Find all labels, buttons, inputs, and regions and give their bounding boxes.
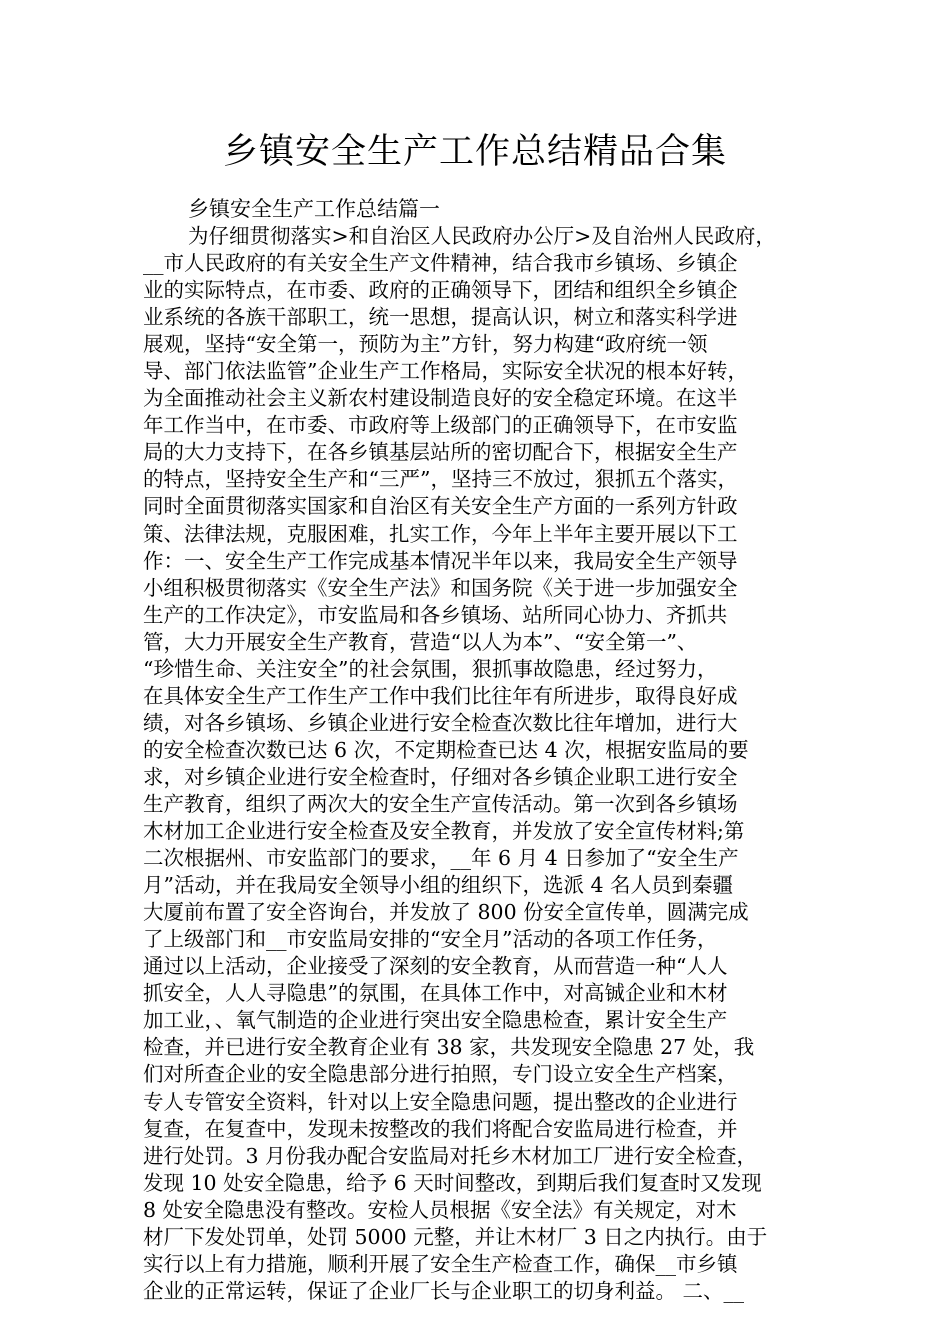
body-line: 大厦前布置了安全咨询台，并发放了 800 份安全宣传单，圆满完成 (143, 900, 749, 925)
body-line: 作：一、安全生产工作完成基本情况半年以来，我局安全生产领导 (143, 548, 738, 573)
body-line: 年工作当中，在市委、市政府等上级部门的正确领导下，在市安监 (143, 413, 738, 438)
body-line: 进行处罚。3 月份我办配合安监局对托乡木材加工厂进行安全检查， (143, 1143, 758, 1168)
body-line: 8 处安全隐患没有整改。安检人员根据《安全法》有关规定，对木 (143, 1197, 737, 1222)
body-line: 抓安全，人人寻隐患”的氛围，在具体工作中，对高铖企业和木材 (143, 981, 728, 1006)
body-line: 检查，并已进行安全教育企业有 38 家，共发现安全隐患 27 处，我 (143, 1035, 755, 1060)
body-line: 的特点，坚持安全生产和“三严”，坚持三不放过，狠抓五个落实， (143, 467, 738, 492)
body-line: 复查，在复查中，发现未按整改的我们将配合安监局进行检查，并 (143, 1116, 738, 1141)
body-line: __市人民政府的有关安全生产文件精神，结合我市乡镇场、乡镇企 (143, 251, 738, 276)
body-line: 们对所查企业的安全隐患部分进行拍照，专门设立安全生产档案， (143, 1062, 738, 1087)
body-line: 业的实际特点，在市委、政府的正确领导下，团结和组织全乡镇企 (143, 278, 738, 303)
body-line: 在具体安全生产工作生产工作中我们比往年有所进步，取得良好成 (143, 683, 738, 708)
body-line: 企业的正常运转，保证了企业厂长与企业职工的切身利益。 二、__ (143, 1278, 745, 1303)
body-text (143, 223, 813, 1305)
body-line: 为全面推动社会主义新农村建设制造良好的安全稳定环境。在这半 (143, 386, 738, 411)
body-line: 生产的工作决定》，市安监局和各乡镇场、站所同心协力、齐抓共 (143, 602, 728, 627)
body-line: 小组积极贯彻落实《安全生产法》和国务院《关于进一步加强安全 (143, 575, 738, 600)
body-line: 生产教育，组织了两次大的安全生产宣传活动。第一次到各乡镇场 (143, 791, 738, 816)
body-line: 加工业，、氧气制造的企业进行突出安全隐患检查，累计安全生产 (143, 1008, 728, 1033)
body-line: “珍惜生命、关注安全”的社会氛围，狠抓事故隐患，经过努力， (143, 656, 718, 681)
body-line: 同时全面贯彻落实国家和自治区有关安全生产方面的一系列方针政 (143, 494, 738, 519)
body-line: 的安全检查次数已达 6 次，不定期检查已达 4 次，根据安监局的要 (143, 737, 749, 762)
body-line: 策、法律法规，克服困难，扎实工作，今年上半年主要开展以下工 (143, 521, 738, 546)
body-line: 导、部门依法监管”企业生产工作格局，实际安全状况的根本好转， (143, 359, 748, 384)
body-line: 管，大力开展安全生产教育，营造“以人为本”、“安全第一”、 (143, 629, 698, 654)
body-line: 为仔细贯彻落实>和自治区人民政府办公厅>及自治州人民政府， (188, 224, 776, 248)
document-title: 乡镇安全生产工作总结精品合集 (222, 132, 727, 172)
body-line: 业系统的各族干部职工，统一思想，提高认识，树立和落实科学进 (143, 305, 738, 330)
body-line: 发现 10 处安全隐患，给予 6 天时间整改，到期后我们复查时又发现 (143, 1170, 762, 1195)
body-line: 木材加工企业进行安全检查及安全教育，并发放了安全宣传材料;第 (143, 819, 745, 844)
body-line: 局的大力支持下，在各乡镇基层站所的密切配合下，根据安全生产 (143, 440, 738, 465)
body-line: 二次根据州、市安监部门的要求，__年 6 月 4 日参加了“安全生产 (143, 846, 739, 871)
body-line: 求，对乡镇企业进行安全检查时，仔细对各乡镇企业职工进行安全 (143, 764, 738, 789)
section-heading: 乡镇安全生产工作总结篇一 (188, 197, 440, 221)
body-line: 通过以上活动，企业接受了深刻的安全教育，从而营造一种“人人 (143, 954, 728, 979)
body-line: 材厂下发处罚单，处罚 5000 元整，并让木材厂 3 日之内执行。由于 (143, 1224, 768, 1249)
body-line: 了上级部门和__市安监局安排的“安全月”活动的各项工作任务， (143, 927, 718, 952)
body-line: 绩，对各乡镇场、乡镇企业进行安全检查次数比往年增加，进行大 (143, 710, 738, 735)
body-line: 月”活动，并在我局安全领导小组的组织下，选派 4 名人员到秦疆 (143, 873, 734, 898)
body-line: 专人专管安全资料，针对以上安全隐患问题，提出整改的企业进行 (143, 1089, 738, 1114)
body-line: 实行以上有力措施，顺利开展了安全生产检查工作，确保__市乡镇 (143, 1251, 738, 1276)
body-line: 展观，坚持“安全第一，预防为主”方针，努力构建“政府统一领 (143, 332, 708, 357)
